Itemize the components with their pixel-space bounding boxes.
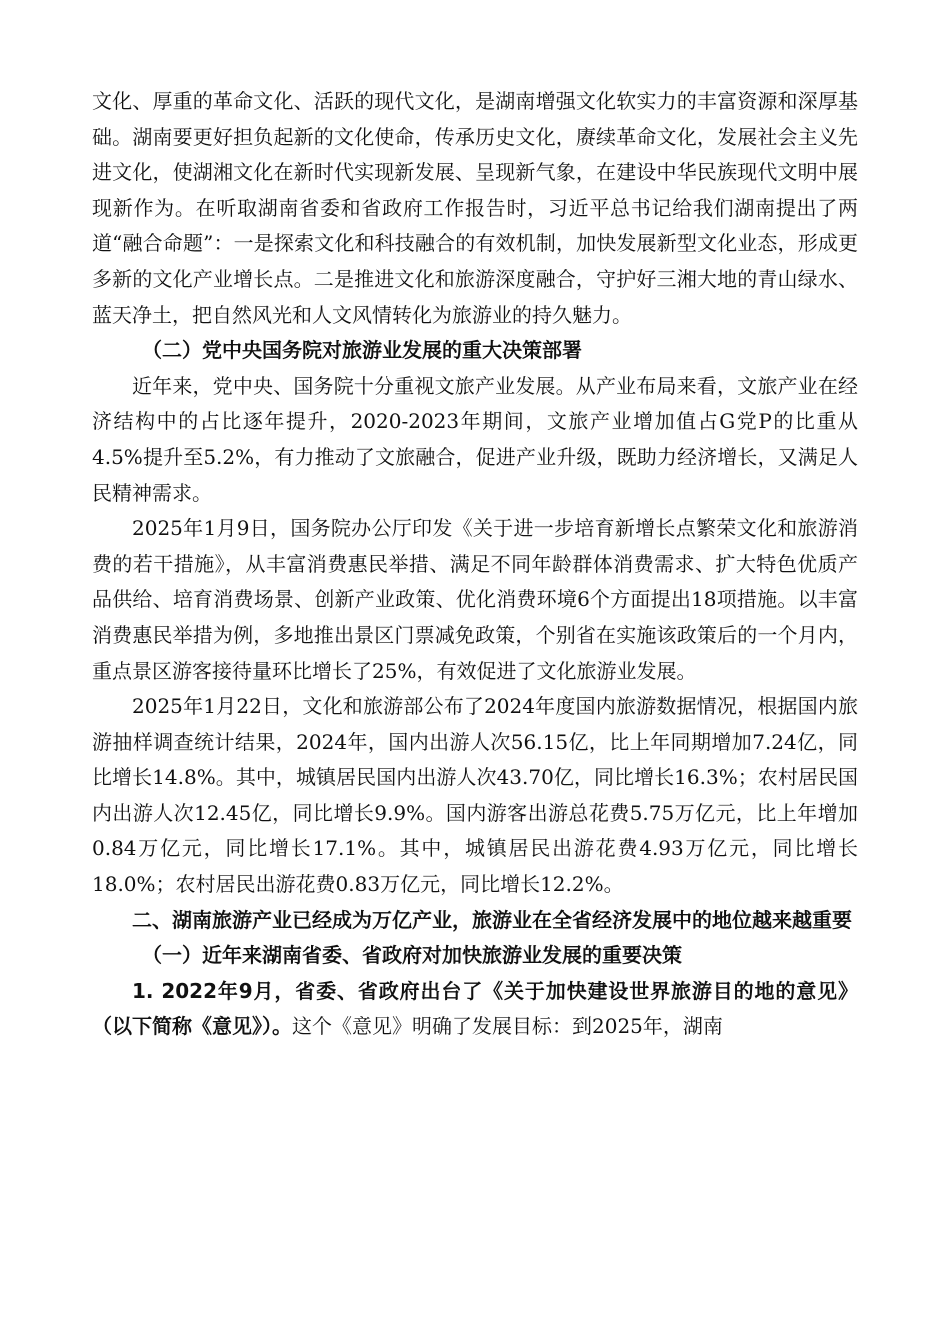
section-heading-central-policy: （二）党中央国务院对旅游业发展的重大决策部署	[142, 338, 582, 363]
section-heading-provincial-decisions: （一）近年来湖南省委、省政府对加快旅游业发展的重要决策	[142, 943, 682, 968]
list-item-opinion-2022	[92, 974, 858, 1045]
paragraph-culture-mission: 文化、厚重的革命文化、活跃的现代文化，是湖南增强文化软实力的丰富资源和深厚基础。湖南要更好担负起新的文化使命，传承历史文化，赓续革命文化，发展社会主义先进文化，使湖湘文化在新时代实现新发展、呈现新气象，在建设中华民族现代文明中展现新作为。在听取湖南省委和省政府工作报告时，习近平总书记给我们湖南提出了两道“融合命题”：一是探索文化和科技融合的有效机制，加快发展新型文化业态，形成更多新的文化产业增长点。二是推进文化和旅游深度融合，守护好三湘大地的青山绿水、蓝天净土，把自然风光和人文风情转化为旅游业的持久魅力。	[92, 89, 858, 327]
list-item-body: 这个《意见》明确了发展目标：到2025年，湖南	[292, 1014, 723, 1039]
paragraph-state-council-measures: 2025年1月9日，国务院办公厅印发《关于进一步培育新增长点繁荣文化和旅游消费的若干措施》，从丰富消费惠民举措、满足不同年龄群体消费需求、扩大特色优质产品供给、培育消费场景、创新产业政策、优化消费环境6个方面提出18项措施。以丰富消费惠民举措为例，多地推出景区门票减免政策，个别省在实施该政策后的一个月内，重点景区游客接待量环比增长了25%，有效促进了文化旅游业发展。	[92, 516, 858, 683]
paragraph-industry-share: 近年来，党中央、国务院十分重视文旅产业发展。从产业布局来看，文旅产业在经济结构中的占比逐年提升，2020-2023年期间，文旅产业增加值占G党P的比重从4.5%提升至5.2%，有力推动了文旅融合，促进产业升级，既助力经济增长，又满足人民精神需求。	[92, 373, 858, 505]
paragraph-tourism-statistics: 2025年1月22日，文化和旅游部公布了2024年度国内旅游数据情况，根据国内旅游抽样调查统计结果，2024年，国内出游人次56.15亿，比上年同期增加7.24亿，同比增长14.8%。其中，城镇居民国内出游人次43.70亿，同比增长16.3%；农村居民国内出游人次12.45亿，同比增长9.9%。国内游客出游总花费5.75万亿元，比上年增加0.84万亿元，同比增长17.1%。其中，城镇居民出游花费4.93万亿元，同比增长18.0%；农村居民出游花费0.83万亿元，同比增长12.2%。	[92, 694, 858, 897]
chapter-heading-hunan-tourism: 二、湖南旅游产业已经成为万亿产业，旅游业在全省经济发展中的地位越来越重要	[132, 907, 852, 932]
list-item-title: 1. 2022年9月，省委、省政府出台了《关于加快建设世界旅游目的地的意见》（以下简称《意见》）。	[92, 978, 858, 1039]
document-page	[92, 84, 858, 1045]
